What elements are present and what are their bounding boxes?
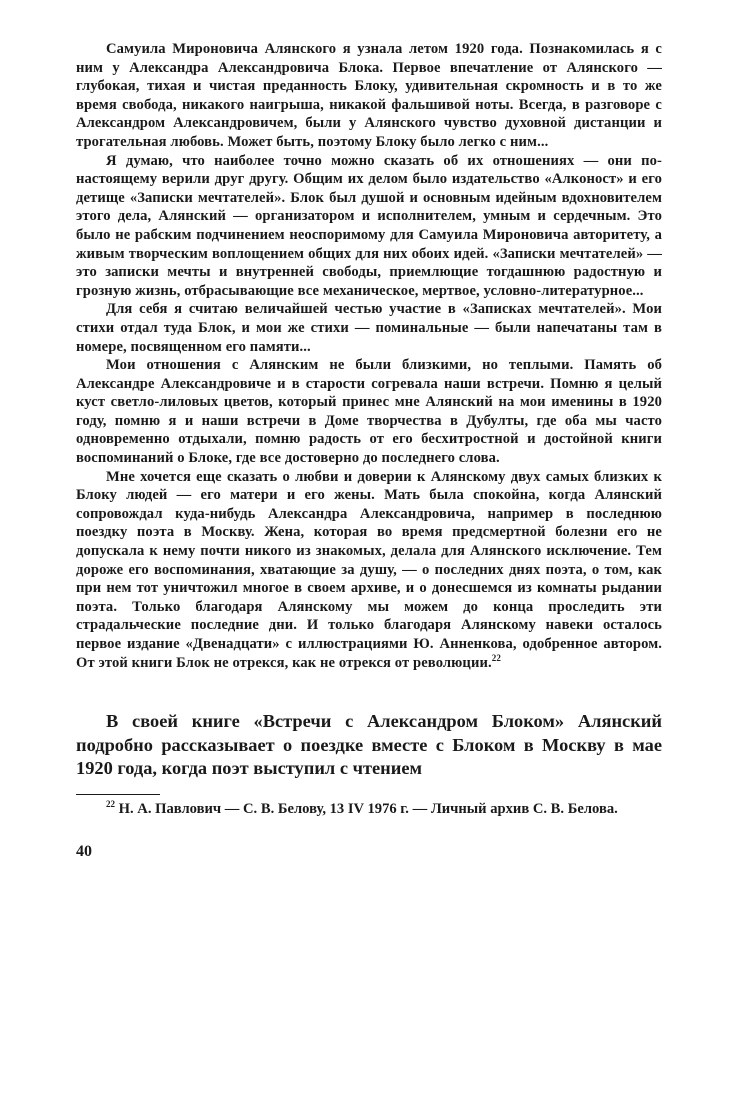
footnote-text: Н. А. Павлович — С. В. Белову, 13 IV 1976 г. — Личный архив С. В. Белова.	[115, 801, 618, 818]
quote-paragraph-1: Самуила Мироновича Алянского я узнала летом 1920 года. Познакомилась я с ним у Александра Александровича Блока. Первое впечатление от Алянского — глубокая, тихая и чистая преданность Блоку, удивительная скромность и в то же время свобода, никакого наигрыша, никакой фальшивой ноты. Всегда, в разговоре с Александром Александровичем, были у Алянского чувство духовной дистанции и трогательная любовь. Может быть, поэтому Блоку было легко с ним...	[76, 41, 662, 150]
quote-paragraph-3: Для себя я считаю величайшей честью участие в «Записках мечтателей». Мои стихи отдал туда Блок, и мои же стихи — поминальные — были напечатаны там в номере, посвященном его памяти...	[76, 301, 662, 355]
quote-paragraph-4: Мои отношения с Алянским не были близкими, но теплыми. Память об Александре Александровиче и в старости согревала наши встречи. Помню я целый куст светло-лиловых цветов, который принес мне Алянский на мои именины в 1920 году, помню я и наши встречи в Доме творчества в Дубулты, где оба мы часто одновременно отдыхали, помню радость от его бесхитростной и достойной книги воспоминаний о Блоке, где все достоверно до последнего слова.	[76, 357, 662, 467]
quote-paragraph-5	[76, 468, 662, 673]
main-text	[76, 710, 662, 780]
footnote-reference[interactable]: 22	[491, 652, 501, 663]
book-page	[76, 40, 662, 861]
footnote	[76, 800, 662, 819]
quote-paragraph-2: Я думаю, что наиболее точно можно сказать об их отношениях — они по-настоящему верили друг другу. Общим их делом было издательство «Алконост» и его детище «Записки мечтателей». Блок был душой и основным идейным вдохновителем этого дела, Алянский — организатором и исполнителем, умным и сердечным. Это было не рабским подчинением неоспоримому для Самуила Мироновича авторитету, а живым творческим воплощением общих для них обоих идей. «Записки мечтателей» — это записки мечты и внутренней свободы, приемлющие тогдашнюю радостную и грозную жизнь, отбрасывающие все механическое, мертвое, условно-литературное...	[76, 152, 662, 299]
footnote-divider	[76, 794, 160, 795]
quoted-memoir	[76, 40, 662, 672]
quote-paragraph-5-text: Мне хочется еще сказать о любви и доверии к Алянскому двух самых близких к Блоку людей — его матери и его жены. Мать была спокойна, когда Алянский сопровождал куда-нибудь Александра Александровича, например в последнюю поездку поэта в Москву. Жена, которая во время предсмертной болезни его не допускала к нему почти никого из знакомых, делала для Алянского исключение. Тем дороже его воспоминания, хватающие за душу, — о последних днях поэта, о том, как при нем тот уничтожил многое в своем архиве, и о донесшемся из комнаты рыдании поэта. Только благодаря Алянскому мы можем до конца проследить эти страдальческие последние дни. И только благодаря Алянскому навеки осталось первое издание «Двенадцати» с иллюстрациями Ю. Анненкова, одобренное автором. От этой книги Блок не отрекся, как не отрекся от революции.	[76, 468, 662, 671]
body-paragraph: В своей книге «Встречи с Александром Блоком» Алянский подробно рассказывает о поездке вместе с Блоком в Москву в мае 1920 года, когда поэт выступил с чтением	[76, 711, 662, 778]
page-number: 40	[76, 843, 92, 860]
footnote-line	[76, 800, 662, 819]
footnote-number: 22	[106, 799, 115, 810]
